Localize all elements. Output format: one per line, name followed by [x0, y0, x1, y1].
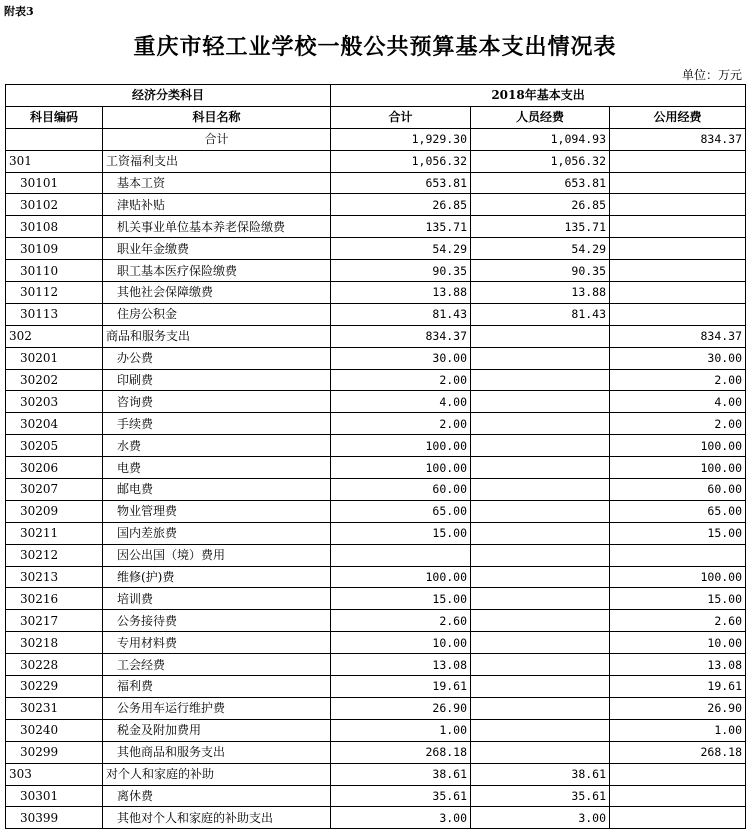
row-total: 38.61 [331, 763, 471, 785]
row-total: 1.00 [331, 719, 471, 741]
table-row [6, 522, 746, 544]
row-personnel [471, 325, 610, 347]
row-total: 26.90 [331, 697, 471, 719]
row-name: 其他商品和服务支出 [103, 741, 331, 763]
row-public: 2.60 [610, 610, 746, 632]
row-code: 303 [6, 763, 103, 785]
personnel-header: 人员经费 [471, 106, 610, 128]
row-name: 手续费 [103, 413, 331, 435]
table-row [6, 216, 746, 238]
row-public [610, 172, 746, 194]
page-title: 重庆市轻工业学校一般公共预算基本支出情况表 [133, 34, 617, 60]
row-personnel [471, 697, 610, 719]
row-code: 30205 [6, 435, 103, 457]
row-total: 13.88 [331, 282, 471, 304]
row-public [610, 544, 746, 566]
row-name: 对个人和家庭的补助 [103, 763, 331, 785]
row-name: 工资福利支出 [103, 150, 331, 172]
row-public [610, 150, 746, 172]
row-name: 机关事业单位基本养老保险缴费 [103, 216, 331, 238]
row-total: 65.00 [331, 500, 471, 522]
row-name: 印刷费 [103, 369, 331, 391]
table-row [6, 500, 746, 522]
row-personnel [471, 435, 610, 457]
row-name: 电费 [103, 457, 331, 479]
row-public: 100.00 [610, 566, 746, 588]
table-row [6, 632, 746, 654]
row-code: 301 [6, 150, 103, 172]
row-code: 30110 [6, 260, 103, 282]
row-code: 30202 [6, 369, 103, 391]
row-name: 办公费 [103, 347, 331, 369]
row-total: 54.29 [331, 238, 471, 260]
row-code: 30218 [6, 632, 103, 654]
table-row [6, 260, 746, 282]
row-total: 13.08 [331, 654, 471, 676]
row-total: 834.37 [331, 325, 471, 347]
row-total: 4.00 [331, 391, 471, 413]
row-personnel [471, 676, 610, 698]
row-public: 26.90 [610, 697, 746, 719]
table-row [6, 325, 746, 347]
table-row [6, 719, 746, 741]
row-public: 834.37 [610, 325, 746, 347]
row-personnel [471, 588, 610, 610]
total-row-public: 834.37 [610, 128, 746, 150]
row-name: 工会经费 [103, 654, 331, 676]
table-row [6, 435, 746, 457]
row-name: 公务用车运行维护费 [103, 697, 331, 719]
row-name: 维修(护)费 [103, 566, 331, 588]
table-row [6, 544, 746, 566]
row-name: 离休费 [103, 785, 331, 807]
row-total: 26.85 [331, 194, 471, 216]
row-total: 1,056.32 [331, 150, 471, 172]
row-code: 30201 [6, 347, 103, 369]
row-total: 19.61 [331, 676, 471, 698]
row-name: 水费 [103, 435, 331, 457]
public-header: 公用经费 [610, 106, 746, 128]
total-row-total: 1,929.30 [331, 128, 471, 150]
name-header: 科目名称 [103, 106, 331, 128]
row-code: 30112 [6, 282, 103, 304]
row-public [610, 785, 746, 807]
table-row [6, 741, 746, 763]
row-code: 30203 [6, 391, 103, 413]
row-code: 30299 [6, 741, 103, 763]
row-public: 2.00 [610, 413, 746, 435]
row-name: 职工基本医疗保险缴费 [103, 260, 331, 282]
row-code: 30216 [6, 588, 103, 610]
row-total: 60.00 [331, 479, 471, 501]
row-total: 3.00 [331, 807, 471, 829]
table-row [6, 413, 746, 435]
row-personnel: 1,056.32 [471, 150, 610, 172]
row-name: 住房公积金 [103, 303, 331, 325]
row-public: 30.00 [610, 347, 746, 369]
row-name: 培训费 [103, 588, 331, 610]
row-personnel [471, 544, 610, 566]
table-row [6, 479, 746, 501]
row-personnel [471, 719, 610, 741]
row-personnel [471, 347, 610, 369]
table-row [6, 676, 746, 698]
table-row [6, 763, 746, 785]
row-personnel [471, 500, 610, 522]
row-code: 30209 [6, 500, 103, 522]
row-personnel: 13.88 [471, 282, 610, 304]
row-total: 35.61 [331, 785, 471, 807]
row-personnel [471, 632, 610, 654]
row-public: 13.08 [610, 654, 746, 676]
table-row [6, 807, 746, 829]
table-row [6, 566, 746, 588]
row-name: 物业管理费 [103, 500, 331, 522]
row-public [610, 194, 746, 216]
economic-category-header: 经济分类科目 [6, 85, 331, 107]
row-total: 30.00 [331, 347, 471, 369]
total-header: 合计 [331, 106, 471, 128]
unit-label: 单位：万元 [681, 68, 742, 82]
row-name: 邮电费 [103, 479, 331, 501]
row-name: 咨询费 [103, 391, 331, 413]
row-personnel: 135.71 [471, 216, 610, 238]
row-total: 2.60 [331, 610, 471, 632]
total-row-label: 合计 [103, 128, 331, 150]
table-row [6, 150, 746, 172]
row-total: 15.00 [331, 588, 471, 610]
row-total [331, 544, 471, 566]
table-row [6, 588, 746, 610]
total-row [6, 128, 746, 150]
row-name: 津贴补贴 [103, 194, 331, 216]
row-code: 30240 [6, 719, 103, 741]
row-name: 福利费 [103, 676, 331, 698]
row-total: 268.18 [331, 741, 471, 763]
table-row [6, 172, 746, 194]
header-row-1 [6, 85, 746, 107]
row-public: 1.00 [610, 719, 746, 741]
row-public: 2.00 [610, 369, 746, 391]
row-name: 其他对个人和家庭的补助支出 [103, 807, 331, 829]
row-total: 100.00 [331, 435, 471, 457]
table-row [6, 303, 746, 325]
row-personnel [471, 479, 610, 501]
table-row [6, 457, 746, 479]
row-code: 30101 [6, 172, 103, 194]
row-code: 30399 [6, 807, 103, 829]
row-code: 30206 [6, 457, 103, 479]
row-code: 30228 [6, 654, 103, 676]
row-public: 60.00 [610, 479, 746, 501]
row-public [610, 282, 746, 304]
row-name: 其他社会保障缴费 [103, 282, 331, 304]
row-code: 30217 [6, 610, 103, 632]
row-personnel: 35.61 [471, 785, 610, 807]
row-code: 30213 [6, 566, 103, 588]
row-code: 30204 [6, 413, 103, 435]
row-name: 国内差旅费 [103, 522, 331, 544]
header-row-2 [6, 106, 746, 128]
row-total: 100.00 [331, 566, 471, 588]
row-personnel [471, 654, 610, 676]
row-personnel: 54.29 [471, 238, 610, 260]
row-code: 30211 [6, 522, 103, 544]
row-personnel: 81.43 [471, 303, 610, 325]
table-row [6, 238, 746, 260]
row-personnel [471, 457, 610, 479]
table-row [6, 785, 746, 807]
table-row [6, 347, 746, 369]
row-personnel [471, 741, 610, 763]
attachment-label: 附表3 [4, 5, 34, 18]
row-public [610, 763, 746, 785]
row-name: 因公出国（境）费用 [103, 544, 331, 566]
row-public [610, 238, 746, 260]
row-code: 30229 [6, 676, 103, 698]
year-expenditure-header: 2018年基本支出 [331, 85, 746, 107]
row-personnel: 38.61 [471, 763, 610, 785]
row-public: 19.61 [610, 676, 746, 698]
budget-table [5, 84, 746, 829]
row-public: 10.00 [610, 632, 746, 654]
table-row [6, 369, 746, 391]
row-total: 15.00 [331, 522, 471, 544]
row-name: 专用材料费 [103, 632, 331, 654]
row-code: 30207 [6, 479, 103, 501]
row-total: 10.00 [331, 632, 471, 654]
row-total: 100.00 [331, 457, 471, 479]
table-row [6, 654, 746, 676]
row-public: 100.00 [610, 435, 746, 457]
row-personnel [471, 610, 610, 632]
table-row [6, 391, 746, 413]
table-row [6, 697, 746, 719]
row-public: 4.00 [610, 391, 746, 413]
row-code: 30231 [6, 697, 103, 719]
row-code: 30301 [6, 785, 103, 807]
row-name: 商品和服务支出 [103, 325, 331, 347]
table-row [6, 610, 746, 632]
row-personnel [471, 522, 610, 544]
total-row-code [6, 128, 103, 150]
table-row [6, 194, 746, 216]
row-code: 30113 [6, 303, 103, 325]
row-personnel: 3.00 [471, 807, 610, 829]
row-personnel [471, 369, 610, 391]
row-total: 2.00 [331, 369, 471, 391]
row-public: 15.00 [610, 522, 746, 544]
row-personnel: 90.35 [471, 260, 610, 282]
row-name: 职业年金缴费 [103, 238, 331, 260]
table-row [6, 282, 746, 304]
row-name: 基本工资 [103, 172, 331, 194]
row-code: 30102 [6, 194, 103, 216]
row-name: 税金及附加费用 [103, 719, 331, 741]
total-row-personnel: 1,094.93 [471, 128, 610, 150]
row-total: 653.81 [331, 172, 471, 194]
row-code: 302 [6, 325, 103, 347]
row-public: 15.00 [610, 588, 746, 610]
row-personnel: 653.81 [471, 172, 610, 194]
row-public [610, 260, 746, 282]
row-total: 81.43 [331, 303, 471, 325]
row-personnel [471, 413, 610, 435]
table-body [6, 128, 746, 829]
row-public [610, 303, 746, 325]
row-code: 30109 [6, 238, 103, 260]
row-code: 30212 [6, 544, 103, 566]
row-personnel [471, 566, 610, 588]
row-public [610, 807, 746, 829]
row-name: 公务接待费 [103, 610, 331, 632]
row-public: 100.00 [610, 457, 746, 479]
row-total: 2.00 [331, 413, 471, 435]
row-code: 30108 [6, 216, 103, 238]
row-personnel: 26.85 [471, 194, 610, 216]
row-public [610, 216, 746, 238]
row-public: 65.00 [610, 500, 746, 522]
row-total: 135.71 [331, 216, 471, 238]
row-public: 268.18 [610, 741, 746, 763]
row-personnel [471, 391, 610, 413]
row-total: 90.35 [331, 260, 471, 282]
code-header: 科目编码 [6, 106, 103, 128]
